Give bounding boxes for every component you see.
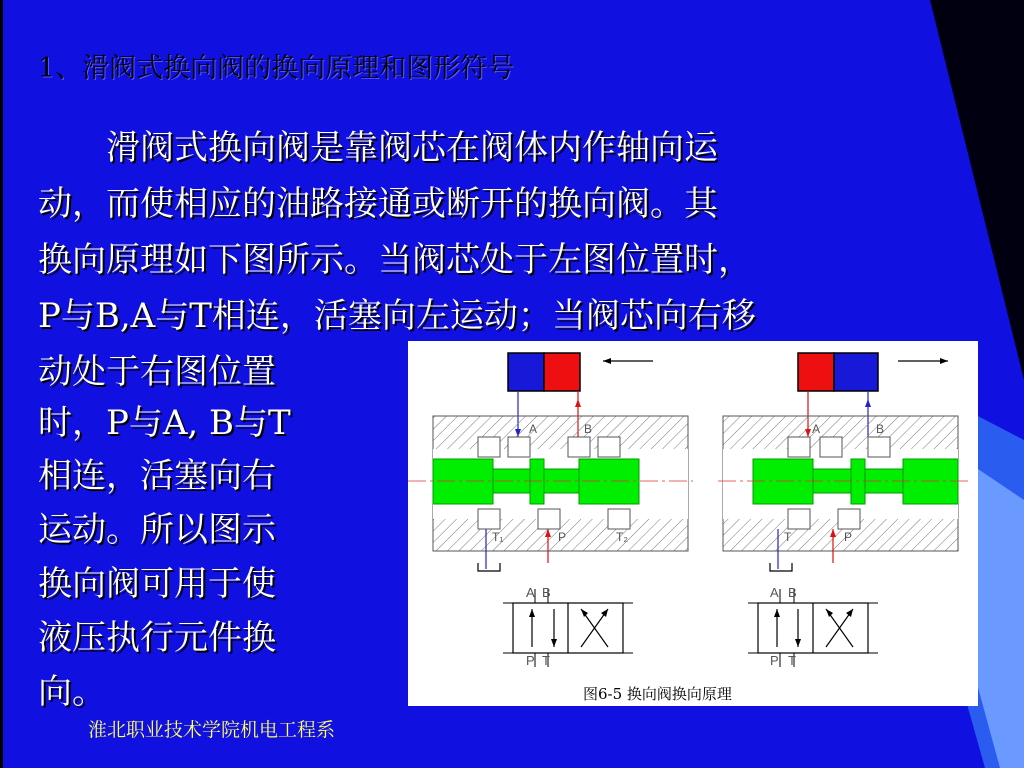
body-line: 相连，活塞向右	[38, 456, 276, 496]
symbol-label: P	[770, 653, 779, 668]
left-cylinder-red	[544, 353, 580, 391]
port-label: P	[558, 530, 567, 544]
port-label: A	[812, 422, 821, 436]
right-cylinder-red	[798, 353, 834, 391]
body-line: 换向原理如下图所示。当阀芯处于左图位置时，	[38, 240, 752, 280]
body-line: 运动。所以图示	[38, 510, 276, 550]
body-line: 滑阀式换向阀是靠阀芯在阀体内作轴向运	[38, 128, 718, 168]
body-line: 时，P与A, B与T	[38, 403, 291, 443]
symbol-label: T	[788, 653, 796, 668]
body-line: 换向阀可用于使	[38, 564, 276, 604]
left-valve	[408, 353, 693, 668]
body-line: 动，而使相应的油路接通或断开的换向阀。其	[38, 184, 718, 224]
port-label: B	[584, 422, 593, 436]
footer-institution: 淮北职业技术学院机电工程系	[88, 719, 336, 741]
left-cylinder-blue	[508, 353, 544, 391]
body-line: 向。	[38, 672, 106, 712]
port-label: B	[876, 422, 885, 436]
symbol-label: B	[788, 585, 797, 600]
port-label: T₂	[616, 530, 628, 544]
symbol-label: B	[542, 585, 551, 600]
symbol-label: A	[770, 585, 779, 600]
symbol-label: P	[526, 653, 535, 668]
port-label: T₁	[492, 530, 504, 544]
page-title: 1、滑阀式换向阀的换向原理和图形符号	[38, 53, 515, 84]
valve-diagram	[408, 341, 978, 706]
right-valve	[718, 353, 968, 668]
figure-caption: 图6-5 换向阀换向原理	[583, 685, 732, 703]
body-line: 液压执行元件换	[38, 618, 276, 658]
port-label: A	[529, 422, 538, 436]
port-label: T	[784, 530, 792, 544]
symbol-label: A	[526, 585, 535, 600]
valve-figure	[408, 341, 978, 706]
port-label: P	[844, 530, 853, 544]
body-line: 动处于右图位置	[38, 352, 276, 392]
right-cylinder-blue	[834, 353, 878, 391]
symbol-label: T	[542, 653, 550, 668]
body-line: P与B,A与T相连，活塞向左运动；当阀芯向右移	[38, 296, 756, 336]
